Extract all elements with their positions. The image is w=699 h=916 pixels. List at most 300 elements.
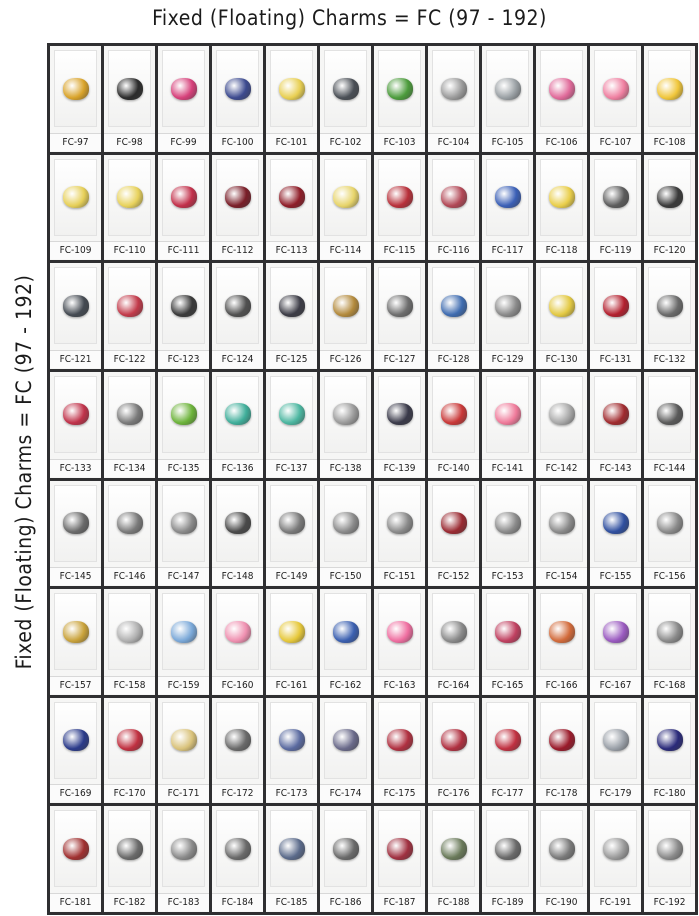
charm-cell <box>212 46 263 152</box>
charm-icon <box>441 186 467 208</box>
charm-cell <box>104 46 155 152</box>
charm-code-label: FC-171 <box>158 784 209 802</box>
charm-icon <box>279 78 305 100</box>
charm-code-label: FC-192 <box>644 893 695 911</box>
charm-cell <box>212 481 263 587</box>
charm-code-label: FC-127 <box>374 350 425 368</box>
charm-tile <box>648 159 691 236</box>
charm-tile <box>108 485 151 562</box>
charm-icon <box>549 295 575 317</box>
charm-cell <box>104 263 155 369</box>
charm-icon <box>171 729 197 751</box>
charm-code-label: FC-174 <box>320 784 371 802</box>
charm-cell <box>536 155 587 261</box>
charm-code-label: FC-99 <box>158 133 209 151</box>
charm-cell <box>50 372 101 478</box>
charm-code-label: FC-177 <box>482 784 533 802</box>
charm-tile <box>162 702 205 779</box>
charm-cell <box>536 372 587 478</box>
charm-cell <box>590 46 641 152</box>
charm-cell <box>266 46 317 152</box>
charm-icon <box>225 295 251 317</box>
charm-icon <box>549 186 575 208</box>
charm-cell <box>320 698 371 804</box>
charm-code-label: FC-125 <box>266 350 317 368</box>
charm-cell <box>644 806 695 912</box>
charm-code-label: FC-98 <box>104 133 155 151</box>
charm-cell <box>536 806 587 912</box>
charm-icon <box>387 403 413 425</box>
charm-cell <box>482 589 533 695</box>
charm-icon <box>495 403 521 425</box>
charm-code-label: FC-170 <box>104 784 155 802</box>
charm-cell <box>266 263 317 369</box>
charm-code-label: FC-153 <box>482 567 533 585</box>
charm-tile <box>324 50 367 127</box>
charm-code-label: FC-141 <box>482 459 533 477</box>
charm-tile <box>270 376 313 453</box>
charm-icon <box>603 621 629 643</box>
charm-icon <box>171 186 197 208</box>
charm-icon <box>63 838 89 860</box>
charm-icon <box>387 838 413 860</box>
charm-cell <box>644 481 695 587</box>
charm-cell <box>158 46 209 152</box>
charm-tile <box>270 159 313 236</box>
charm-cell <box>590 589 641 695</box>
charm-icon <box>117 729 143 751</box>
charm-tile <box>216 50 259 127</box>
charm-code-label: FC-100 <box>212 133 263 151</box>
charm-cell <box>212 589 263 695</box>
charm-tile <box>540 702 583 779</box>
charm-cell <box>374 263 425 369</box>
charm-cell <box>266 698 317 804</box>
charm-cell <box>104 481 155 587</box>
charm-code-label: FC-180 <box>644 784 695 802</box>
charm-cell <box>644 46 695 152</box>
charm-tile <box>324 810 367 887</box>
charm-icon <box>603 186 629 208</box>
charm-tile <box>162 485 205 562</box>
charm-tile <box>216 702 259 779</box>
charm-icon <box>441 295 467 317</box>
charm-tile <box>378 376 421 453</box>
charm-code-label: FC-179 <box>590 784 641 802</box>
charm-icon <box>63 78 89 100</box>
charm-tile <box>540 593 583 670</box>
charm-icon <box>657 403 683 425</box>
charm-code-label: FC-136 <box>212 459 263 477</box>
charm-code-label: FC-105 <box>482 133 533 151</box>
charm-icon <box>225 729 251 751</box>
charm-icon <box>549 838 575 860</box>
charm-cell <box>374 589 425 695</box>
charm-code-label: FC-118 <box>536 241 587 259</box>
charm-tile <box>324 485 367 562</box>
charm-code-label: FC-130 <box>536 350 587 368</box>
charm-code-label: FC-110 <box>104 241 155 259</box>
charm-code-label: FC-126 <box>320 350 371 368</box>
charm-icon <box>171 78 197 100</box>
charm-cell <box>482 806 533 912</box>
charm-icon <box>657 621 683 643</box>
charm-tile <box>162 50 205 127</box>
charm-tile <box>648 485 691 562</box>
charm-cell <box>50 481 101 587</box>
charm-icon <box>387 295 413 317</box>
charm-cell <box>266 372 317 478</box>
charm-cell <box>266 806 317 912</box>
charm-icon <box>63 621 89 643</box>
charm-tile <box>162 593 205 670</box>
charm-icon <box>657 512 683 534</box>
charm-tile <box>54 485 97 562</box>
charm-icon <box>171 295 197 317</box>
charm-code-label: FC-107 <box>590 133 641 151</box>
charm-icon <box>549 78 575 100</box>
charm-cell <box>212 806 263 912</box>
charm-code-label: FC-142 <box>536 459 587 477</box>
charm-tile <box>648 50 691 127</box>
charm-tile <box>54 593 97 670</box>
charm-cell <box>428 263 479 369</box>
charm-code-label: FC-176 <box>428 784 479 802</box>
charm-tile <box>108 702 151 779</box>
charm-cell <box>644 589 695 695</box>
charm-cell <box>50 263 101 369</box>
charm-code-label: FC-172 <box>212 784 263 802</box>
charm-code-label: FC-160 <box>212 676 263 694</box>
charm-cell <box>428 155 479 261</box>
charm-code-label: FC-185 <box>266 893 317 911</box>
charm-cell <box>320 589 371 695</box>
charm-icon <box>171 838 197 860</box>
charm-tile <box>486 485 529 562</box>
charm-tile <box>270 485 313 562</box>
charm-code-label: FC-132 <box>644 350 695 368</box>
charm-cell <box>50 46 101 152</box>
charm-icon <box>441 512 467 534</box>
charm-cell <box>158 698 209 804</box>
charm-tile <box>432 50 475 127</box>
page-title: Fixed (Floating) Charms = FC (97 - 192) <box>152 6 547 30</box>
charm-icon <box>603 78 629 100</box>
charm-code-label: FC-133 <box>50 459 101 477</box>
charm-cell <box>266 481 317 587</box>
charm-tile <box>540 810 583 887</box>
charm-cell <box>428 481 479 587</box>
charm-cell <box>590 806 641 912</box>
charm-tile <box>378 702 421 779</box>
charm-code-label: FC-183 <box>158 893 209 911</box>
charm-code-label: FC-143 <box>590 459 641 477</box>
charm-tile <box>486 702 529 779</box>
charm-cell <box>536 263 587 369</box>
charm-code-label: FC-128 <box>428 350 479 368</box>
charm-code-label: FC-112 <box>212 241 263 259</box>
charm-cell <box>374 372 425 478</box>
charm-cell <box>536 46 587 152</box>
charm-tile <box>108 50 151 127</box>
charm-cell <box>320 806 371 912</box>
charm-tile <box>108 159 151 236</box>
charm-cell <box>50 806 101 912</box>
charm-cell <box>320 46 371 152</box>
charm-tile <box>486 50 529 127</box>
charm-icon <box>117 512 143 534</box>
charm-tile <box>324 702 367 779</box>
charm-icon <box>225 838 251 860</box>
charm-icon <box>603 403 629 425</box>
charm-tile <box>486 376 529 453</box>
charm-code-label: FC-104 <box>428 133 479 151</box>
charm-code-label: FC-148 <box>212 567 263 585</box>
charm-cell <box>590 263 641 369</box>
charm-icon <box>495 512 521 534</box>
charm-tile <box>648 376 691 453</box>
charm-tile <box>270 702 313 779</box>
charm-tile <box>378 593 421 670</box>
charm-cell <box>266 155 317 261</box>
charm-icon <box>333 186 359 208</box>
charm-code-label: FC-140 <box>428 459 479 477</box>
charm-tile <box>216 159 259 236</box>
charm-tile <box>432 485 475 562</box>
charm-icon <box>225 403 251 425</box>
charm-cell <box>50 698 101 804</box>
charm-code-label: FC-156 <box>644 567 695 585</box>
charm-cell <box>482 46 533 152</box>
charm-icon <box>333 621 359 643</box>
charm-code-label: FC-113 <box>266 241 317 259</box>
charm-icon <box>495 186 521 208</box>
charm-icon <box>495 78 521 100</box>
charm-code-label: FC-190 <box>536 893 587 911</box>
charm-icon <box>279 403 305 425</box>
charm-code-label: FC-101 <box>266 133 317 151</box>
charm-cell <box>266 589 317 695</box>
charm-tile <box>432 159 475 236</box>
charm-tile <box>648 810 691 887</box>
charm-tile <box>594 159 637 236</box>
charm-icon <box>63 186 89 208</box>
charm-icon <box>603 512 629 534</box>
charm-icon <box>171 403 197 425</box>
charm-tile <box>216 810 259 887</box>
charm-code-label: FC-187 <box>374 893 425 911</box>
charm-cell <box>482 698 533 804</box>
charm-cell <box>50 589 101 695</box>
charm-icon <box>657 838 683 860</box>
charm-icon <box>333 295 359 317</box>
charm-icon <box>495 838 521 860</box>
charm-icon <box>657 78 683 100</box>
charm-tile <box>594 593 637 670</box>
charm-cell <box>320 155 371 261</box>
charm-code-label: FC-162 <box>320 676 371 694</box>
charm-code-label: FC-167 <box>590 676 641 694</box>
charm-tile <box>108 810 151 887</box>
charm-tile <box>54 810 97 887</box>
charm-tile <box>594 810 637 887</box>
charm-icon <box>333 729 359 751</box>
charm-code-label: FC-123 <box>158 350 209 368</box>
charm-tile <box>378 50 421 127</box>
charm-icon <box>225 78 251 100</box>
charm-icon <box>549 403 575 425</box>
charm-code-label: FC-146 <box>104 567 155 585</box>
charm-code-label: FC-165 <box>482 676 533 694</box>
charm-icon <box>63 403 89 425</box>
charm-code-label: FC-129 <box>482 350 533 368</box>
charm-icon <box>387 78 413 100</box>
charm-tile <box>486 810 529 887</box>
charm-code-label: FC-188 <box>428 893 479 911</box>
charm-tile <box>378 159 421 236</box>
charm-cell <box>482 155 533 261</box>
charm-code-label: FC-182 <box>104 893 155 911</box>
charm-icon <box>171 621 197 643</box>
charm-code-label: FC-120 <box>644 241 695 259</box>
charm-icon <box>387 729 413 751</box>
charm-code-label: FC-111 <box>158 241 209 259</box>
charm-cell <box>104 589 155 695</box>
charm-code-label: FC-124 <box>212 350 263 368</box>
charm-tile <box>594 485 637 562</box>
charm-code-label: FC-106 <box>536 133 587 151</box>
charm-code-label: FC-122 <box>104 350 155 368</box>
charm-cell <box>158 372 209 478</box>
charm-cell <box>320 372 371 478</box>
charm-cell <box>428 698 479 804</box>
charm-icon <box>657 186 683 208</box>
charm-cell <box>158 806 209 912</box>
charm-code-label: FC-114 <box>320 241 371 259</box>
charm-icon <box>279 621 305 643</box>
charm-tile <box>648 267 691 344</box>
charm-cell <box>590 372 641 478</box>
charm-tile <box>594 267 637 344</box>
charm-code-label: FC-139 <box>374 459 425 477</box>
charm-cell <box>104 698 155 804</box>
charm-tile <box>162 376 205 453</box>
charm-cell <box>158 481 209 587</box>
side-title: Fixed (Floating) Charms = FC (97 - 192) <box>12 274 36 670</box>
charm-cell <box>158 589 209 695</box>
charm-cell <box>482 372 533 478</box>
charm-code-label: FC-186 <box>320 893 371 911</box>
charm-tile <box>486 593 529 670</box>
charm-tile <box>216 376 259 453</box>
charm-code-label: FC-175 <box>374 784 425 802</box>
charm-tile <box>54 376 97 453</box>
charm-code-label: FC-138 <box>320 459 371 477</box>
charm-icon <box>441 403 467 425</box>
charm-icon <box>333 512 359 534</box>
charm-cell <box>104 806 155 912</box>
charm-tile <box>54 702 97 779</box>
charm-tile <box>486 267 529 344</box>
charm-cell <box>590 481 641 587</box>
charm-icon <box>495 295 521 317</box>
charm-icon <box>279 186 305 208</box>
charm-icon <box>387 186 413 208</box>
charm-icon <box>333 838 359 860</box>
charm-cell <box>536 698 587 804</box>
charm-code-label: FC-131 <box>590 350 641 368</box>
charm-cell <box>212 372 263 478</box>
charm-icon <box>279 295 305 317</box>
charm-cell <box>428 46 479 152</box>
charm-icon <box>63 295 89 317</box>
charm-tile <box>594 376 637 453</box>
charm-cell <box>50 155 101 261</box>
charm-code-label: FC-109 <box>50 241 101 259</box>
charm-tile <box>432 702 475 779</box>
charm-icon <box>441 838 467 860</box>
charm-icon <box>225 621 251 643</box>
charm-tile <box>270 267 313 344</box>
charm-code-label: FC-168 <box>644 676 695 694</box>
charm-grid <box>47 43 698 915</box>
charm-icon <box>603 295 629 317</box>
charm-icon <box>117 295 143 317</box>
charm-icon <box>441 621 467 643</box>
charm-icon <box>387 621 413 643</box>
charm-cell <box>374 481 425 587</box>
charm-code-label: FC-166 <box>536 676 587 694</box>
charm-icon <box>117 78 143 100</box>
charm-code-label: FC-173 <box>266 784 317 802</box>
charm-icon <box>387 512 413 534</box>
charm-cell <box>212 155 263 261</box>
charm-code-label: FC-121 <box>50 350 101 368</box>
charm-code-label: FC-150 <box>320 567 371 585</box>
charm-tile <box>324 376 367 453</box>
charm-icon <box>279 512 305 534</box>
charm-code-label: FC-108 <box>644 133 695 151</box>
charm-tile <box>378 485 421 562</box>
charm-tile <box>324 267 367 344</box>
charm-tile <box>540 267 583 344</box>
charm-code-label: FC-144 <box>644 459 695 477</box>
charm-cell <box>428 589 479 695</box>
charm-tile <box>270 593 313 670</box>
charm-icon <box>225 512 251 534</box>
charm-code-label: FC-178 <box>536 784 587 802</box>
charm-tile <box>378 810 421 887</box>
charm-cell <box>644 372 695 478</box>
charm-icon <box>279 838 305 860</box>
charm-code-label: FC-189 <box>482 893 533 911</box>
charm-icon <box>549 512 575 534</box>
charm-cell <box>320 263 371 369</box>
charm-icon <box>603 838 629 860</box>
charm-code-label: FC-169 <box>50 784 101 802</box>
charm-icon <box>657 295 683 317</box>
charm-code-label: FC-158 <box>104 676 155 694</box>
charm-cell <box>158 263 209 369</box>
charm-tile <box>648 593 691 670</box>
charm-code-label: FC-119 <box>590 241 641 259</box>
charm-cell <box>374 806 425 912</box>
charm-icon <box>117 621 143 643</box>
charm-tile <box>540 50 583 127</box>
charm-tile <box>540 485 583 562</box>
charm-cell <box>536 589 587 695</box>
charm-cell <box>374 46 425 152</box>
